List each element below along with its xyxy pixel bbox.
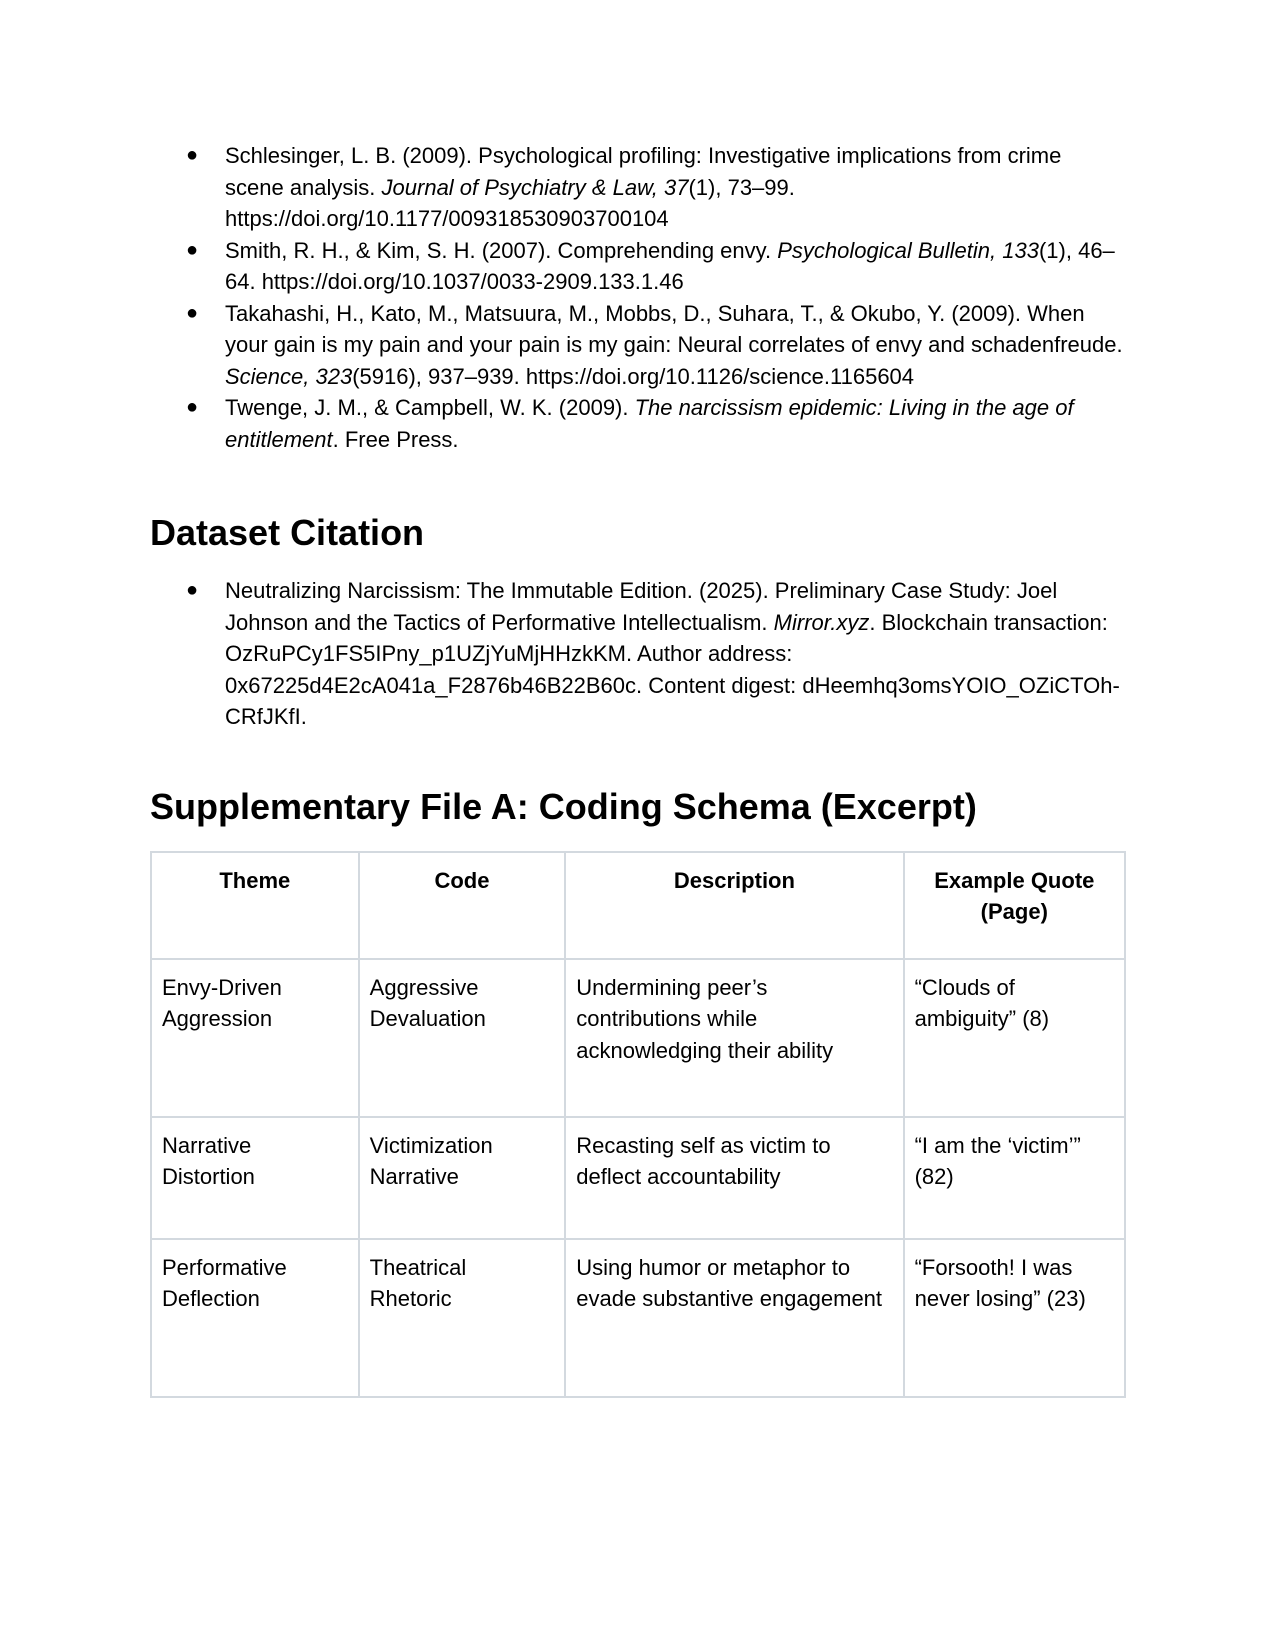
reference-item [150, 392, 1125, 455]
reference-details: . Free Press. [332, 426, 459, 452]
document-page [150, 140, 1125, 1398]
supplementary-heading: Supplementary File A: Coding Schema (Excerpt) [150, 785, 977, 827]
reference-source: Science, 323 [225, 363, 353, 389]
bullet-icon: ● [186, 579, 199, 601]
table-row [151, 959, 1125, 1117]
table-cell: Narrative Distortion [151, 1117, 359, 1239]
reference-details: (5916), 937–939. https://doi.org/10.1126/science.1165604 [352, 363, 915, 389]
dataset-citation-details: . Blockchain transaction: OzRuPCy1FS5IPny_p1UZjYuMjHHzkKM. Author address: 0x67225d4E2cA041a_F2876b46B22B60c. Content digest: dHeemhq3omsYOIO_OZiCTOh-CRfJKfI. [225, 609, 1120, 729]
dataset-citation-item [150, 575, 1125, 733]
reference-text: Schlesinger, L. B. (2009). Psychological profiling: Investigative implications from crime scene analysis. [225, 143, 1062, 200]
coding-schema-table [150, 851, 1126, 1398]
reference-text: Smith, R. H., & Kim, S. H. (2007). Comprehending envy. [225, 237, 778, 263]
dataset-citation-source: Mirror.xyz [773, 609, 870, 635]
reference-item [150, 140, 1125, 235]
dataset-citation-text: Neutralizing Narcissism: The Immutable Edition. (2025). Preliminary Case Study: Joel Johnson and the Tactics of Performative Intellectualism. [225, 578, 1058, 635]
reference-text: Takahashi, H., Kato, M., Matsuura, M., Mobbs, D., Suhara, T., & Okubo, Y. (2009). When your gain is my pain and your pain is my gain: Neural correlates of envy and schadenfreude. [225, 300, 1123, 357]
reference-source: The narcissism epidemic: Living in the age of entitlement [225, 395, 1074, 452]
table-cell: Undermining peer’s contributions while acknowledging their ability [565, 959, 903, 1117]
table-header-row [151, 852, 1125, 959]
reference-item [150, 298, 1125, 393]
table-row [151, 1117, 1125, 1239]
bullet-icon: ● [186, 144, 199, 166]
table-cell: “I am the ‘victim’” (82) [904, 1117, 1125, 1239]
reference-source: Psychological Bulletin, 133 [777, 237, 1039, 263]
reference-text: Twenge, J. M., & Campbell, W. K. (2009). [225, 395, 635, 420]
table-cell: Using humor or metaphor to evade substantive engagement [565, 1239, 903, 1397]
dataset-citation-list [150, 575, 1125, 733]
table-row [151, 1239, 1125, 1397]
table-cell: “Clouds of ambiguity” (8) [904, 959, 1125, 1117]
table-cell: Performative Deflection [151, 1239, 359, 1397]
column-header-example-quote: Example Quote (Page) [904, 852, 1125, 959]
reference-details: (1), 73–99. https://doi.org/10.1177/009318530903700104 [225, 174, 795, 231]
reference-details: (1), 46–64. https://doi.org/10.1037/0033-2909.133.1.46 [225, 237, 1115, 294]
table-cell: Theatrical Rhetoric [359, 1239, 566, 1397]
reference-list [150, 140, 1125, 455]
dataset-citation-heading: Dataset Citation [150, 512, 425, 553]
table-cell: Recasting self as victim to deflect accountability [565, 1117, 903, 1239]
bullet-icon: ● [186, 396, 199, 418]
bullet-icon: ● [186, 301, 199, 324]
bullet-icon: ● [186, 238, 199, 261]
table-cell: Aggressive Devaluation [359, 959, 566, 1117]
column-header-theme: Theme [151, 852, 359, 959]
column-header-code: Code [359, 852, 566, 959]
reference-source: Journal of Psychiatry & Law, 37 [381, 174, 689, 200]
table-cell: Victimization Narrative [359, 1117, 566, 1239]
column-header-description: Description [565, 852, 903, 959]
reference-item [150, 235, 1125, 298]
table-cell: Envy-Driven Aggression [151, 959, 359, 1117]
table-cell: “Forsooth! I was never losing” (23) [904, 1239, 1125, 1397]
